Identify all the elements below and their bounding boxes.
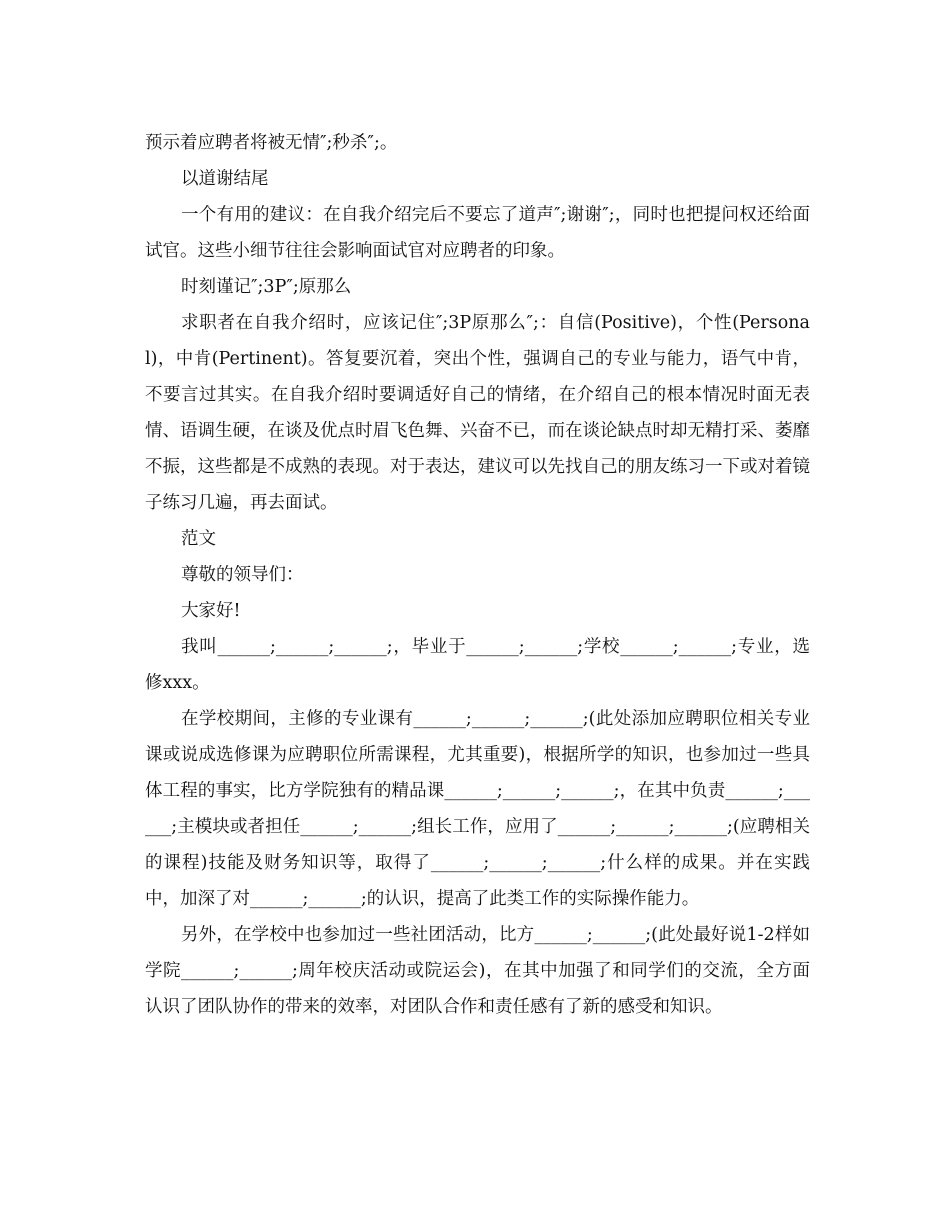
heading-3p-principle: 时刻谨记″;3P″;原那么 (181, 277, 352, 297)
document-body (145, 125, 810, 1025)
greeting: 大家好! (181, 601, 241, 621)
paragraph-self-intro: 我叫______;______;______;，毕业于______;______;学校______;______;专业，选修xxx。 (145, 637, 810, 693)
salutation: 尊敬的领导们： (181, 565, 304, 585)
paragraph-thanks-advice: 一个有用的建议：在自我介绍完后不要忘了道声″;谢谢″;，同时也把提问权还给面试官。这些小细节往往会影响面试官对应聘者的印象。 (145, 205, 810, 261)
paragraph-3p-principle: 求职者在自我介绍时，应该记住″;3P原那么″;：自信(Positive)，个性(Personal)，中肯(Pertinent)。答复要沉着，突出个性，强调自己的专业与能力，语气中肯，不要言过其实。在自我介绍时要调适好自己的情绪，在介绍自己的根本情况时面无表情、语调生硬，在谈及优点时眉飞色舞、兴奋不已，而在谈论缺点时却无精打采、萎靡不振，这些都是不成熟的表现。对于表达，建议可以先找自己的朋友练习一下或对着镜子练习几遍，再去面试。 (145, 313, 810, 513)
heading-thanks-ending: 以道谢结尾 (181, 169, 269, 189)
paragraph-continuation: 预示着应聘者将被无情″;秒杀″;。 (145, 133, 398, 153)
paragraph-school-study: 在学校期间，主修的专业课有______;______;______;(此处添加应聘职位相关专业课或说成选修课为应聘职位所需课程，尤其重要)，根据所学的知识，也参加过一些具体工程的事实，比方学院独有的精品课______;______;______;，在其中负责______;______;主模块或者担任______;______;组长工作，应用了______;______;______;(应聘相关的课程)技能及财务知识等，取得了______;______;______;什么样的成果。并在实践中，加深了对______;______;的认识，提高了此类工作的实际操作能力。 (145, 709, 810, 909)
heading-sample: 范文 (181, 529, 216, 549)
paragraph-activities: 另外，在学校中也参加过一些社团活动，比方______;______;(此处最好说1-2样如学院______;______;周年校庆活动或院运会)，在其中加强了和同学们的交流，全方面认识了团队协作的带来的效率，对团队合作和责任感有了新的感受和知识。 (145, 925, 810, 1017)
